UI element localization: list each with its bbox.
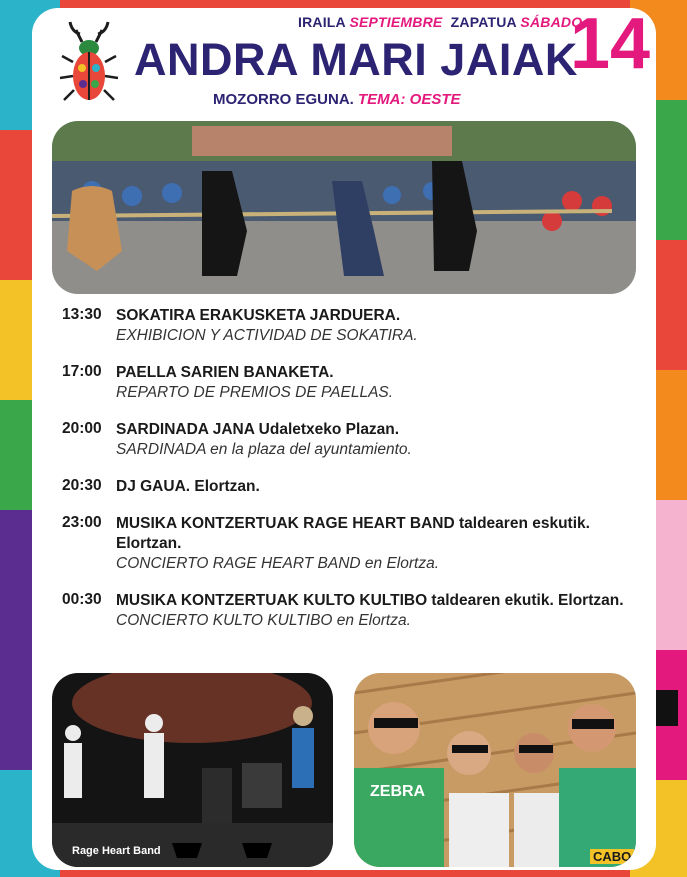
event-title-eu: DJ GAUA. Elortzan. [116,478,260,495]
list-item [62,420,642,460]
tug-of-war-photo [52,121,636,294]
date-line [298,14,582,30]
shirt-text-cabo: CABO [590,849,634,864]
month-eu: IRAILA [298,14,346,30]
list-item [62,477,642,497]
page-title: ANDRA MARI JAIAK [134,34,578,85]
event-time: 17:00 [62,363,102,380]
rage-heart-band-photo [52,673,333,867]
event-time: 20:30 [62,477,102,494]
subtitle-theme: TEMA: OESTE [358,91,461,108]
event-time: 23:00 [62,514,102,531]
event-title-es: CONCIERTO RAGE HEART BAND en Elortza. [116,555,440,572]
day-eu: ZAPATUA [450,14,517,30]
beetle-logo-icon [58,16,120,108]
subtitle-main: MOZORRO EGUNA. [213,91,354,108]
event-time: 20:00 [62,420,102,437]
event-time: 00:30 [62,591,102,608]
shirt-text-zebra: ZEBRA [370,783,426,800]
event-title-eu: MUSIKA KONTZERTUAK KULTO KULTIBO taldearen ekutik. Elortzan. [116,592,624,609]
event-title-es: REPARTO DE PREMIOS DE PAELLAS. [116,384,394,401]
day-es: SÁBADO [520,14,583,30]
list-item [62,591,642,631]
event-title-es: SARDINADA en la plaza del ayuntamiento. [116,441,412,458]
event-title-eu: SARDINADA JANA Udaletxeko Plazan. [116,421,400,438]
day-number: 14 [570,4,651,84]
kulto-kultibo-photo [354,673,636,867]
event-title-es: CONCIERTO KULTO KULTIBO en Elortza. [116,612,411,629]
list-item [62,306,642,346]
event-schedule [62,306,642,648]
photo-caption: Rage Heart Band [72,845,161,857]
list-item [62,363,642,403]
event-title-es: EXHIBICION Y ACTIVIDAD DE SOKATIRA. [116,327,418,344]
subtitle [213,91,461,108]
event-time: 13:30 [62,306,102,323]
event-title-eu: MUSIKA KONTZERTUAK RAGE HEART BAND taldearen eskutik. Elortzan. [116,515,590,552]
event-title-eu: PAELLA SARIEN BANAKETA. [116,364,334,381]
event-title-eu: SOKATIRA ERAKUSKETA JARDUERA. [116,307,401,324]
list-item [62,514,642,574]
month-es: SEPTIEMBRE [349,14,443,30]
